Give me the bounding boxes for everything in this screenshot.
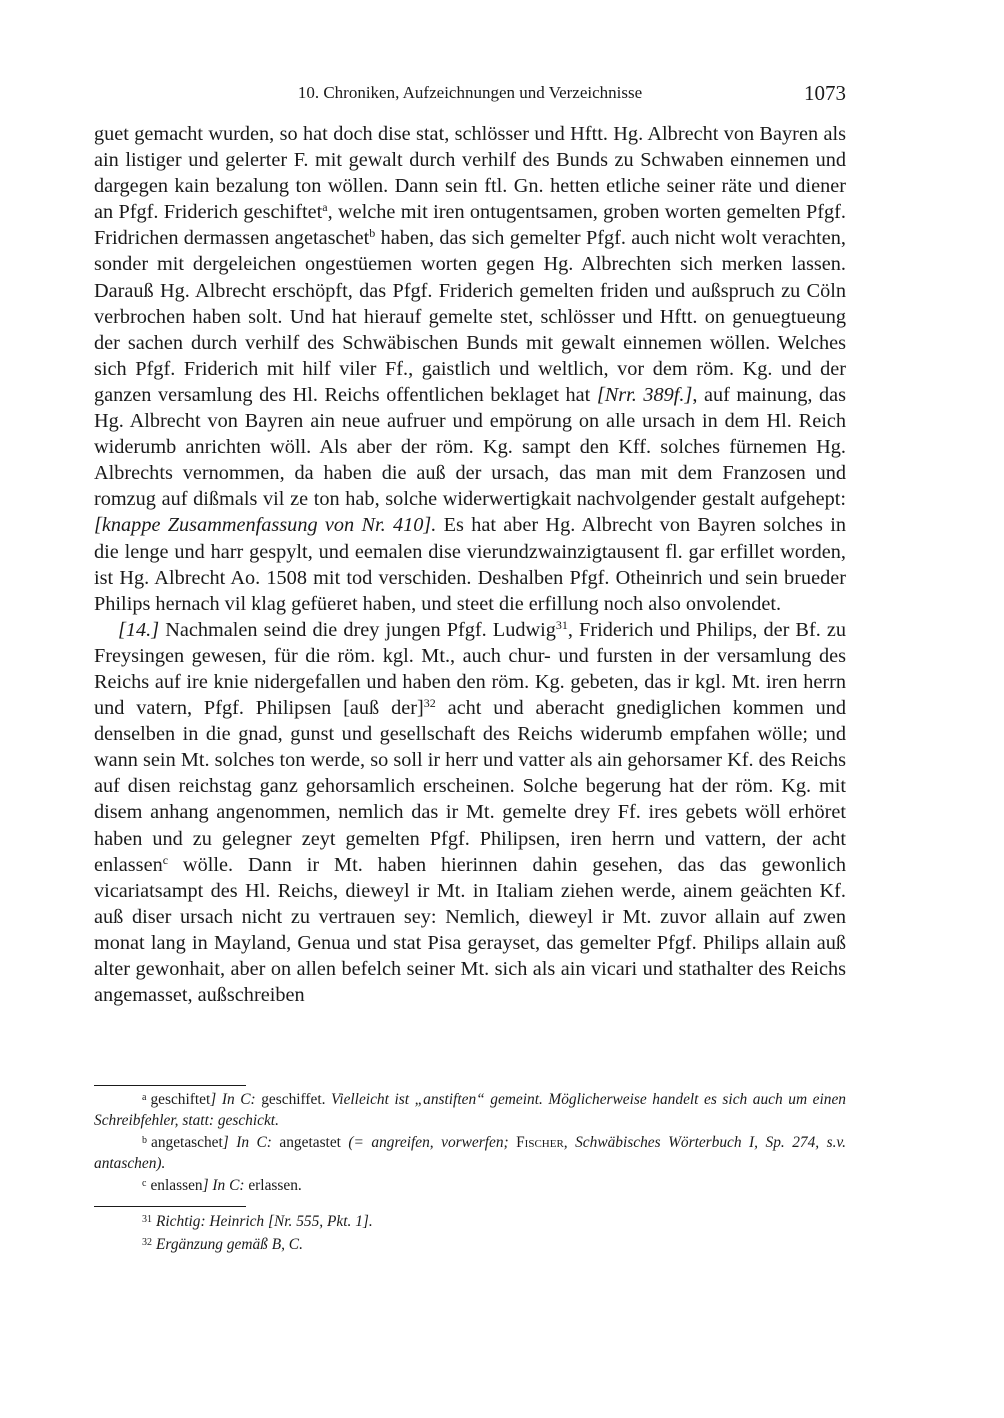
paragraph-1 [94,121,846,617]
footnote-divider [94,1085,246,1086]
text-run: Nachmalen seind die drey jungen Pfgf. Ludwig [159,618,556,641]
note-author: Fischer [516,1134,564,1151]
textual-note-a [94,1088,846,1131]
note-text: Richtig: Heinrich [Nr. 555, Pkt. 1]. [156,1213,373,1230]
note-editorial: ] In C: [210,1091,256,1108]
note-reading: erlassen. [244,1177,302,1194]
textual-note-c [94,1174,846,1197]
footnote-ref-c[interactable]: c [162,852,169,867]
text-run: acht und aberacht gnediglichen kommen und denselben in die gnad, gunst und gesellschaft des Reichs widerumb empfahen wölle; und wann sein Mt. solches ton werde, so soll ir herr und vatter als ain gehorsamer Kf. des Reichs auf disen reichstag ganz gehorsamlich erscheinen. Solche begerung hat der röm. Kg. mit disem anhang angenommen, nemlich das ir Mt. gemelte drey Ff. ires gebets wöll erhöret haben und zu gelegner zeyt gemelten Pfgf. Philipsen, iren herrn und vattern, der acht enlassen [94,697,847,876]
note-mark: 32 [142,1236,152,1248]
note-mark: c [142,1178,147,1189]
main-text [94,121,846,1008]
note-mark: 31 [142,1214,152,1225]
commentary-note-32 [94,1233,846,1256]
note-mark: b [142,1135,147,1146]
editorial-summary: [knappe Zusammenfassung von Nr. 410]. [94,514,437,537]
text-run: guet gemacht wurden, so hat doch dise stat, schlösser und Hftt. Hg. Albrecht von Bayren als ain listiger und gelerter F. mit gewalt durch verhilf des Bunds zu Schwaben einnemen und dargegen kain bezalung ton wöllen. Dann sein ftl. Gn. hetten etliche seiner räte und diener an Pfgf. Friderich geschiftet [94,123,846,224]
text-run: , welche mit iren ontugentsamen, groben worten gemelten Pfgf. Fridrichen dermassen angetaschet [94,201,846,250]
note-lemma: geschiftet [150,1091,211,1108]
note-lemma: angetaschet [151,1134,223,1151]
note-comment: (= angreifen, vorwerfen; [348,1134,517,1151]
running-title: 10. Chroniken, Aufzeichnungen und Verzeichnisse [297,83,643,102]
textual-notes [94,1088,846,1197]
text-run: , auf mainung, das Hg. Albrecht von Bayren ain neue aufruer und empörung on alle ursach in dem Hl. Reich widerumb anrichten wöll. Als aber der röm. Kg. sampt den Kff. solches fürnemen Hg. Albrechts vernommen, da haben die auß der ursach, das man mit dem Franzosen und romzug auf dißmals vil ze ton hab, solche widerwertigkait nachvolgender gestalt aufgehept: [94,383,846,511]
note-lemma: enlassen [150,1177,203,1194]
text-run: haben, das sich gemelter Pfgf. auch nicht wolt verachten, sonder mit dergeleichen ongestüemen worten gegen Hg. Albrechten sich merken lassen. Darauß Hg. Albrecht erschöpft, das Pfgf. Friderich gemelten friden und außspruch zu Cöln verbrochen haben solt. Und hat hierauf gemelte stet, schlösser und Hftt. on genuegtueung der sachen durch verhilf des Schwäbischen Bunds mit gewalt einnemen wöllen. Welches sich Pfgf. Friderich mit hilf viler Ff., gaistlich und weltlich, vor dem röm. Kg. und der ganzen versamlung des Hl. Reichs offentlichen beklaget hat [94,227,846,406]
commentary-notes [94,1210,846,1255]
footnote-ref-32[interactable]: 32 [423,696,436,711]
footnote-ref-a[interactable]: a [322,200,328,215]
editorial-reference: [Nrr. 389f.] [596,383,693,406]
note-editorial: ] In C: [202,1177,245,1194]
text-run: , Friderich und Philips, der Bf. zu Freysingen gewesen, für die röm. kgl. Mt., auch chur- und fursten in der versamlung des Reichs auf ire knie nidergefallen und haben den röm. Kg. gebeten, das ir kgl. Mt. iren herrn und vatern, Pfgf. Philipsen [auß der] [94,618,846,720]
note-reading: angetastet [271,1134,349,1151]
note-text: Ergänzung gemäß B, C. [156,1235,303,1253]
text-run: Es hat aber Hg. Albrecht von Bayren solches in die lenge und harr gespylt, und eemalen dise vierundzwainzigtausent fl. gar erfillet worden, ist Hg. Albrecht Ao. 1508 mit tod verschiden. Deshalben Pfgf. Otheinrich und sein brueder Philips hernach vil klag gefüeret haben, und steet die erfillung noch also onvolendet. [94,514,846,615]
text-run: wölle. Dann ir Mt. haben hierinnen dahin gesehen, das das gewonlich vicariatsampt des Hl. Reichs, dieweyl ir Mt. in Italiam ziehen werde, ainem geächten Kf. auß diser ursach nicht zu vertrauen sey: Nemlich, dieweyl ir Mt. zuvor allain auf zwen monat lang in Mayland, Genua und stat Pisa gerayset, das gemelter Pfgf. Philips allain auß alter gewonhait, aber on allen befelch seiner Mt. sich als ain vicari und stathalter des Reichs angemasset, außschreiben [94,853,846,1007]
page-number: 1073 [804,81,846,105]
textual-note-b [94,1131,846,1174]
section-number: [14.] [118,618,160,641]
footnote-ref-31[interactable]: 31 [555,617,568,632]
footnote-ref-b[interactable]: b [369,226,376,241]
note-editorial: ] In C: [222,1134,272,1151]
note-mark: a [142,1092,147,1103]
note-comment: , Schwäbisches Wörterbuch I, Sp. 274, s.v. antaschen). [94,1134,846,1172]
footnote-divider [94,1206,246,1207]
paragraph-2 [94,617,846,1008]
running-header [94,81,846,107]
commentary-note-31 [94,1210,846,1233]
note-comment: Vielleicht ist „anstiften“ gemeint. Möglicherweise handelt es sich auch um einen Schreibfehler, statt: geschickt. [94,1091,846,1129]
note-reading: geschiffet. [255,1091,326,1108]
